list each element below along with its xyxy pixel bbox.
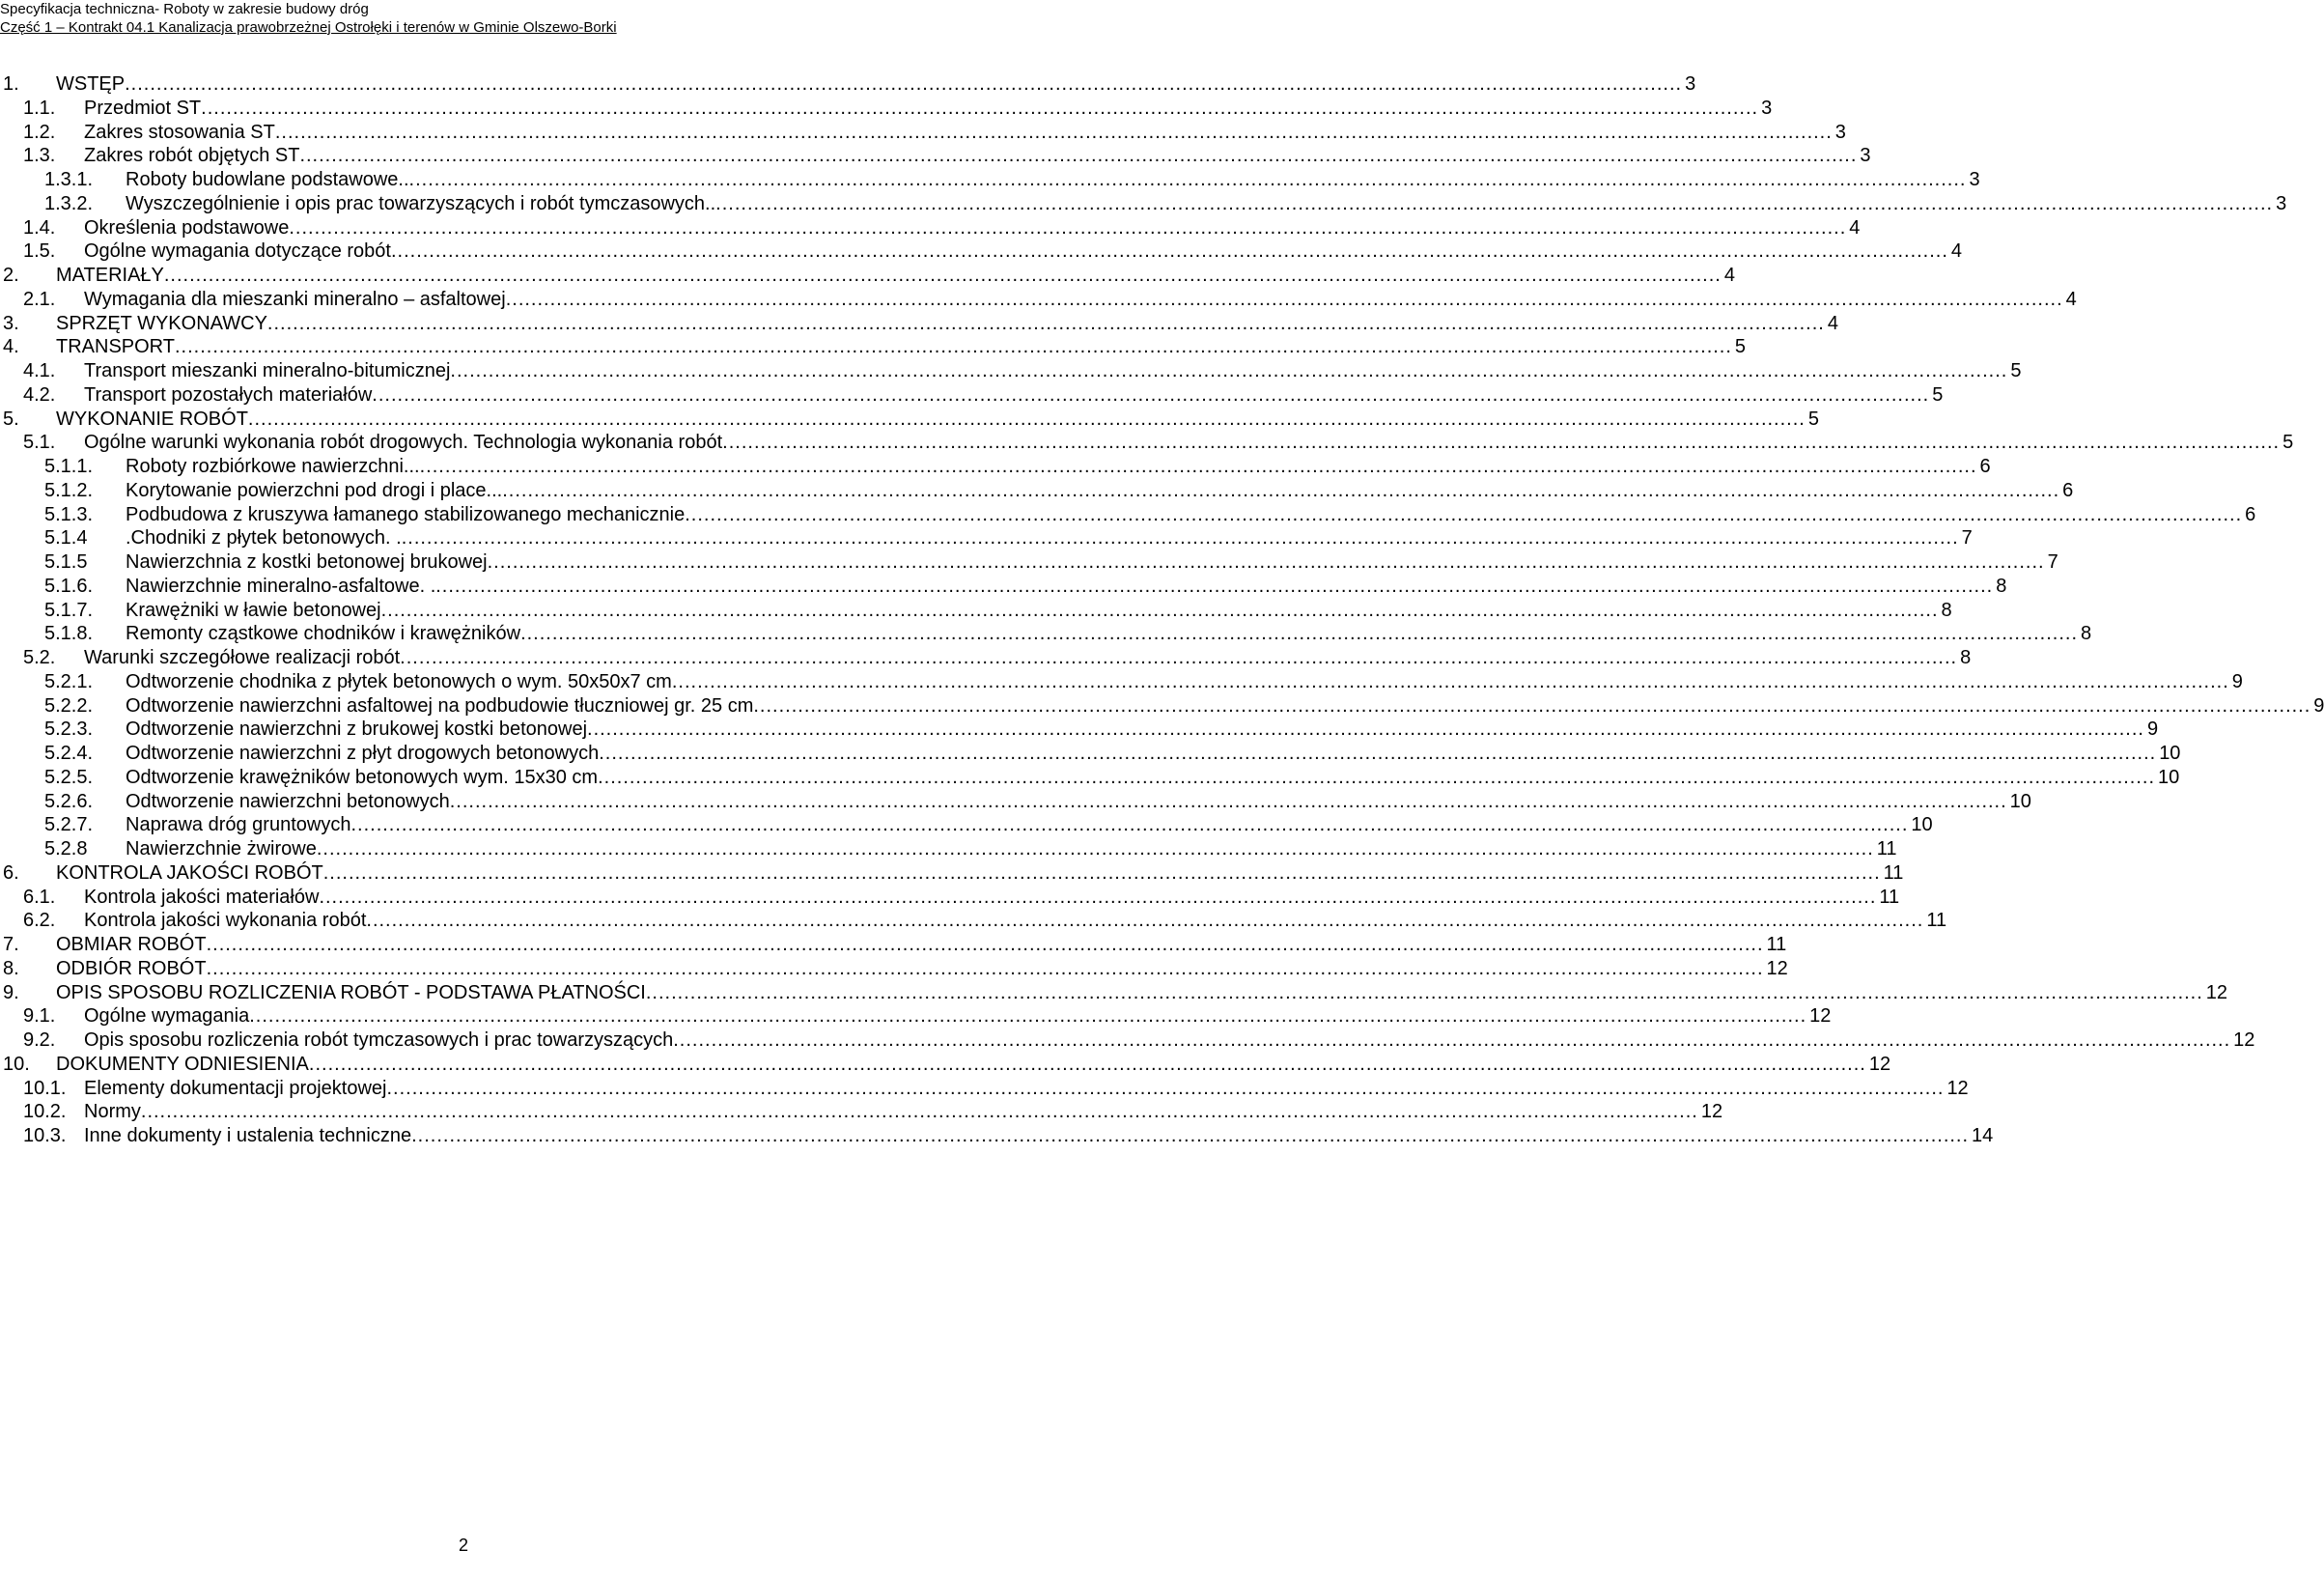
- toc-entry-page: 12: [2233, 1029, 2255, 1051]
- toc-entry-number: 1.: [3, 73, 19, 95]
- toc-dot-leader: [125, 72, 1682, 96]
- toc-entry-page: 3: [1969, 169, 1980, 190]
- toc-entry-title: Remonty cząstkowe chodników i krawężników: [126, 623, 521, 645]
- toc-entry[interactable]: [3, 72, 1696, 96]
- toc-entry-title: Ogólne wymagania dotyczące robót: [84, 240, 391, 263]
- toc-dot-leader: [248, 408, 1806, 431]
- toc-entry-page: 8: [1996, 575, 2007, 597]
- toc-entry-title: OBMIAR ROBÓT: [56, 934, 207, 955]
- toc-entry-number: 5.2.7.: [44, 814, 94, 836]
- toc-entry-number: 5.1.2.: [44, 479, 94, 501]
- toc-entry[interactable]: [3, 861, 1904, 885]
- toc-dot-leader: [450, 790, 2007, 813]
- toc-entry-number: 5.1.8.: [44, 623, 94, 645]
- toc-entry-page: 6: [2062, 479, 2074, 501]
- toc-entry-number: 5.1.: [23, 432, 56, 454]
- toc-entry-title: Kontrola jakości materiałów: [84, 886, 320, 908]
- toc-entry-number: 5.2.2.: [44, 694, 94, 717]
- toc-dot-leader: [502, 479, 2059, 502]
- toc-entry[interactable]: [44, 479, 2074, 502]
- toc-entry[interactable]: [44, 575, 2007, 598]
- toc-entry-title: Nawierzchnie mineralno-asfaltowe. .: [126, 575, 436, 597]
- toc-entry-number: 9.1.: [23, 1005, 56, 1028]
- toc-entry[interactable]: [44, 550, 2058, 574]
- toc-dot-leader: [409, 168, 1967, 191]
- toc-dot-leader: [372, 383, 1929, 407]
- toc-dot-leader: [673, 1029, 2230, 1052]
- toc-entry[interactable]: [23, 1004, 1832, 1028]
- toc-entry[interactable]: [44, 813, 1933, 836]
- toc-entry-number: 2.1.: [23, 288, 56, 310]
- toc-entry-title: TRANSPORT: [56, 336, 175, 358]
- toc-entry[interactable]: [23, 240, 1963, 263]
- toc-entry-number: 10.3.: [23, 1125, 67, 1146]
- toc-dot-leader: [598, 766, 2155, 789]
- toc-entry-page: 11: [1879, 886, 1900, 908]
- toc-entry[interactable]: [23, 121, 1846, 144]
- toc-entry-number: 6.1.: [23, 886, 56, 908]
- toc-entry-number: 6.: [3, 861, 19, 884]
- toc-entry-title: Roboty budowlane podstawowe..: [126, 169, 409, 190]
- toc-entry-number: 9.: [3, 981, 19, 1003]
- toc-entry-title: .Chodniki z płytek betonowych. .: [126, 527, 402, 549]
- toc-entry-number: 4.: [3, 336, 19, 358]
- toc-entry-title: WSTĘP: [56, 73, 126, 95]
- toc-entry[interactable]: [23, 1077, 1969, 1100]
- toc-entry-title: Odtworzenie nawierzchni z brukowej kostki betonowej: [126, 719, 588, 741]
- toc-entry-title: OPIS SPOSOBU ROZLICZENIA ROBÓT - PODSTAWA PŁATNOŚCI: [56, 981, 646, 1003]
- toc-entry[interactable]: [44, 192, 2287, 215]
- toc-dot-leader: [141, 1100, 1698, 1123]
- toc-entry-title: Korytowanie powierzchni pod drogi i place...: [126, 479, 503, 501]
- toc-entry[interactable]: [3, 408, 1819, 431]
- toc-entry-number: 5.: [3, 408, 19, 430]
- toc-entry-page: 4: [1827, 312, 1838, 334]
- toc-dot-leader: [506, 288, 2063, 311]
- toc-dot-leader: [715, 192, 2273, 215]
- toc-entry-number: 5.2.3.: [44, 719, 94, 741]
- toc-entry-page: 5: [1932, 383, 1944, 406]
- toc-dot-leader: [391, 240, 1948, 263]
- toc-dot-leader: [420, 455, 1977, 478]
- toc-entry-title: Nawierzchnia z kostki betonowej brukowej: [126, 551, 488, 573]
- toc-entry[interactable]: [3, 933, 1787, 956]
- toc-entry-page: 12: [1868, 1053, 1891, 1075]
- toc-entry[interactable]: [44, 694, 2324, 718]
- toc-entry-number: 10.1.: [23, 1077, 67, 1099]
- toc-entry-page: 12: [1809, 1005, 1832, 1028]
- toc-entry-page: 12: [1766, 957, 1788, 979]
- toc-entry-number: 9.2.: [23, 1029, 56, 1051]
- toc-entry-title: Warunki szczegółowe realizacji robót: [84, 647, 401, 668]
- toc-dot-leader: [207, 957, 1764, 980]
- toc-dot-leader: [685, 503, 2242, 526]
- toc-entry-title: Wyszczególnienie i opis prac towarzyszących i robót tymczasowych..: [126, 192, 716, 214]
- toc-entry-number: 5.2.4.: [44, 743, 94, 764]
- toc-entry-title: Ogólne wymagania: [84, 1005, 250, 1028]
- toc-entry-number: 5.1.3.: [44, 503, 94, 525]
- toc-entry-page: 14: [1972, 1125, 1994, 1146]
- toc-entry-number: 1.3.: [23, 145, 56, 167]
- toc-entry[interactable]: [44, 837, 1897, 860]
- toc-entry-title: Odtworzenie krawężników betonowych wym. 15x30 cm: [126, 766, 599, 788]
- toc-entry-number: 5.1.1.: [44, 456, 94, 477]
- toc-entry-number: 1.3.2.: [44, 192, 94, 214]
- toc-dot-leader: [753, 694, 2310, 718]
- toc-entry-page: 3: [1834, 121, 1846, 143]
- toc-entry-title: Zakres robót objętych ST: [84, 145, 300, 167]
- toc-dot-leader: [323, 861, 1881, 885]
- toc-dot-leader: [402, 526, 1959, 549]
- toc-entry-page: 9: [2313, 694, 2324, 717]
- toc-entry-number: 5.2.: [23, 647, 56, 668]
- toc-entry-title: Nawierzchnie żwirowe: [126, 838, 317, 859]
- toc-dot-leader: [164, 264, 1722, 287]
- toc-entry-number: 5.1.7.: [44, 599, 94, 621]
- toc-entry-title: WYKONANIE ROBÓT: [56, 408, 248, 430]
- toc-entry-page: 11: [1876, 838, 1897, 859]
- toc-entry-page: 10: [2158, 766, 2180, 788]
- toc-entry[interactable]: [3, 264, 1735, 287]
- toc-entry-title: MATERIAŁY: [56, 265, 164, 286]
- toc-entry[interactable]: [23, 383, 1944, 407]
- toc-entry-title: Ogólne warunki wykonania robót drogowych. Technologia wykonania robót: [84, 432, 723, 454]
- toc-entry-title: ODBIÓR ROBÓT: [56, 957, 207, 979]
- toc-entry-page: 10: [2159, 743, 2181, 764]
- toc-entry-page: 9: [2146, 719, 2159, 741]
- toc-entry-number: 7.: [3, 934, 19, 955]
- toc-entry[interactable]: [44, 742, 2181, 765]
- toc-entry[interactable]: [44, 718, 2159, 741]
- toc-entry-page: 5: [1807, 408, 1819, 430]
- toc-entry-page: 5: [2010, 360, 2022, 381]
- toc-entry-number: 5.1.4: [44, 527, 88, 549]
- toc-entry-page: 3: [1685, 73, 1696, 95]
- toc-entry-number: 5.2.8: [44, 838, 88, 859]
- toc-entry-title: Kontrola jakości wykonania robót: [84, 910, 367, 932]
- toc-entry-number: 3.: [3, 312, 19, 334]
- toc-entry[interactable]: [23, 909, 1947, 932]
- toc-entry[interactable]: [23, 97, 1773, 120]
- toc-entry-number: 4.2.: [23, 383, 56, 406]
- toc-entry[interactable]: [3, 312, 1838, 335]
- toc-entry-number: 1.1.: [23, 97, 56, 119]
- toc-entry-title: Transport pozostałych materiałów: [84, 383, 373, 406]
- toc-dot-leader: [387, 1077, 1945, 1100]
- toc-entry-title: Odtworzenie nawierzchni betonowych: [126, 790, 450, 812]
- toc-entry[interactable]: [44, 455, 1991, 478]
- toc-entry-title: Elementy dokumentacji projektowej: [84, 1077, 387, 1099]
- toc-entry[interactable]: [3, 335, 1747, 358]
- toc-entry-number: 4.1.: [23, 360, 56, 381]
- toc-entry-title: Określenia podstawowe: [84, 216, 290, 239]
- toc-dot-leader: [599, 742, 2156, 765]
- toc-entry-page: 4: [1723, 265, 1735, 286]
- toc-entry-page: 6: [1979, 456, 1991, 477]
- toc-entry-title: Transport mieszanki mineralno-bitumicznej: [84, 360, 451, 381]
- toc-dot-leader: [249, 1004, 1806, 1028]
- toc-entry-title: Wymagania dla mieszanki mineralno – asfaltowej: [84, 288, 506, 310]
- toc-dot-leader: [587, 718, 2144, 741]
- toc-entry-title: Przedmiot ST: [84, 97, 202, 119]
- toc-dot-leader: [267, 312, 1825, 335]
- toc-entry-title: DOKUMENTY ODNIESIENIA: [56, 1053, 309, 1075]
- toc-entry-page: 10: [2009, 790, 2031, 812]
- toc-entry-title: Krawężniki w ławie betonowej: [126, 599, 381, 621]
- toc-entry-page: 4: [1950, 240, 1963, 263]
- toc-entry-number: 1.4.: [23, 216, 56, 239]
- toc-entry-title: Podbudowa z kruszywa łamanego stabilizowanego mechanicznie: [126, 503, 686, 525]
- toc-entry-number: 10.2.: [23, 1101, 67, 1123]
- toc-entry[interactable]: [44, 503, 2256, 526]
- toc-dot-leader: [175, 335, 1732, 358]
- toc-entry-title: Odtworzenie nawierzchni z płyt drogowych betonowych: [126, 743, 600, 764]
- toc-entry[interactable]: [44, 622, 2092, 645]
- toc-entry-number: 6.2.: [23, 910, 56, 932]
- toc-entry-title: SPRZĘT WYKONAWCY: [56, 312, 267, 334]
- toc-entry[interactable]: [23, 431, 2294, 454]
- toc-dot-leader: [400, 646, 1957, 669]
- toc-dot-leader: [317, 837, 1874, 860]
- toc-entry[interactable]: [23, 144, 1871, 167]
- toc-entry-page: 11: [1766, 934, 1787, 955]
- toc-entry-title: Odtworzenie chodnika z płytek betonowych o wym. 50x50x7 cm: [126, 670, 672, 692]
- toc-dot-leader: [722, 431, 2280, 454]
- toc-entry-page: 7: [2047, 551, 2058, 573]
- toc-entry-title: Normy: [84, 1101, 141, 1123]
- toc-entry[interactable]: [23, 646, 1972, 669]
- toc-entry-page: 8: [1960, 647, 1972, 668]
- toc-entry[interactable]: [23, 359, 2022, 382]
- toc-dot-leader: [411, 1124, 1969, 1147]
- toc-entry-page: 5: [2282, 432, 2294, 454]
- toc-entry-number: 5.2.6.: [44, 790, 94, 812]
- toc-entry[interactable]: [3, 981, 2228, 1004]
- toc-dot-leader: [350, 813, 1908, 836]
- toc-entry[interactable]: [44, 526, 1973, 549]
- toc-entry-title: KONTROLA JAKOŚCI ROBÓT: [56, 861, 323, 884]
- toc-entry[interactable]: [23, 1029, 2255, 1052]
- toc-entry[interactable]: [23, 288, 2077, 311]
- toc-entry-number: 2.: [3, 265, 19, 286]
- toc-dot-leader: [450, 359, 2007, 382]
- toc-entry-number: 1.3.1.: [44, 169, 94, 190]
- toc-entry-page: 12: [1700, 1101, 1723, 1123]
- toc-entry-number: 5.2.1.: [44, 670, 94, 692]
- toc-entry[interactable]: [3, 1053, 1891, 1076]
- toc-entry[interactable]: [44, 790, 2031, 813]
- toc-dot-leader: [672, 670, 2229, 693]
- toc-dot-leader: [646, 981, 2203, 1004]
- document-header: [0, 0, 917, 37]
- toc-entry[interactable]: [3, 957, 1788, 980]
- toc-entry[interactable]: [44, 670, 2243, 693]
- page-footer: [0, 1536, 927, 1556]
- toc-entry-number: 10.: [3, 1053, 30, 1075]
- toc-entry-page: 11: [1926, 910, 1947, 932]
- toc-entry-page: 7: [1961, 527, 1973, 549]
- toc-entry[interactable]: [23, 886, 1900, 909]
- toc-entry-page: 10: [1911, 814, 1933, 836]
- toc-entry-number: 1.2.: [23, 121, 56, 143]
- toc-entry-page: 3: [1860, 145, 1871, 167]
- toc-entry-number: 5.1.5: [44, 551, 88, 573]
- toc-entry-page: 5: [1734, 336, 1747, 358]
- toc-entry-title: Roboty rozbiórkowe nawierzchni...: [126, 456, 420, 477]
- toc-entry-number: 5.2.5.: [44, 766, 94, 788]
- toc-entry[interactable]: [44, 168, 1980, 191]
- toc-dot-leader: [201, 97, 1758, 120]
- toc-entry-number: 1.5.: [23, 240, 56, 263]
- toc-dot-leader: [309, 1053, 1866, 1076]
- toc-entry-number: 5.1.6.: [44, 575, 94, 597]
- toc-entry-title: Odtworzenie nawierzchni asfaltowej na podbudowie tłuczniowej gr. 25 cm: [126, 694, 754, 717]
- toc-dot-leader: [520, 622, 2078, 645]
- toc-entry-page: 4: [2065, 288, 2077, 310]
- toc-entry[interactable]: [23, 216, 1861, 240]
- header-subtitle: Część 1 – Kontrakt 04.1 Kanalizacja prawobrzeżnej Ostrołęki i terenów w Gminie Olszewo-Borki: [0, 19, 617, 36]
- toc-dot-leader: [435, 575, 1993, 598]
- toc-entry-title: Inne dokumenty i ustalenia techniczne: [84, 1125, 412, 1146]
- toc-entry-title: Zakres stosowania ST: [84, 121, 275, 143]
- toc-entry[interactable]: [44, 766, 2180, 789]
- toc-entry-title: Opis sposobu rozliczenia robót tymczasowych i prac towarzyszących: [84, 1029, 674, 1051]
- toc-dot-leader: [207, 933, 1764, 956]
- toc-entry-page: 9: [2231, 670, 2243, 692]
- toc-entry-page: 6: [2245, 503, 2256, 525]
- toc-entry-page: 8: [2081, 623, 2092, 645]
- toc-entry[interactable]: [23, 1124, 1994, 1147]
- toc-dot-leader: [488, 550, 2045, 574]
- toc-entry-page: 12: [1946, 1077, 1969, 1099]
- toc-entry[interactable]: [44, 599, 1952, 622]
- toc-entry-page: 4: [1849, 216, 1861, 239]
- toc-dot-leader: [319, 886, 1876, 909]
- toc-entry-page: 11: [1883, 861, 1904, 884]
- toc-dot-leader: [366, 909, 1923, 932]
- header-title: Specyfikacja techniczna- Roboty w zakresie budowy dróg: [0, 1, 369, 17]
- toc-entry-number: 8.: [3, 957, 19, 979]
- toc-entry-page: 3: [1761, 97, 1773, 119]
- toc-entry-page: 12: [2205, 981, 2228, 1003]
- toc-entry[interactable]: [23, 1100, 1723, 1123]
- toc-entry-title: Naprawa dróg gruntowych: [126, 814, 351, 836]
- toc-dot-leader: [299, 144, 1857, 167]
- toc-entry-page: 3: [2276, 192, 2287, 214]
- toc-dot-leader: [381, 599, 1939, 622]
- page-number: 2: [458, 1536, 468, 1555]
- toc-dot-leader: [275, 121, 1833, 144]
- toc-dot-leader: [289, 216, 1846, 240]
- toc-entry-page: 8: [1941, 599, 1952, 621]
